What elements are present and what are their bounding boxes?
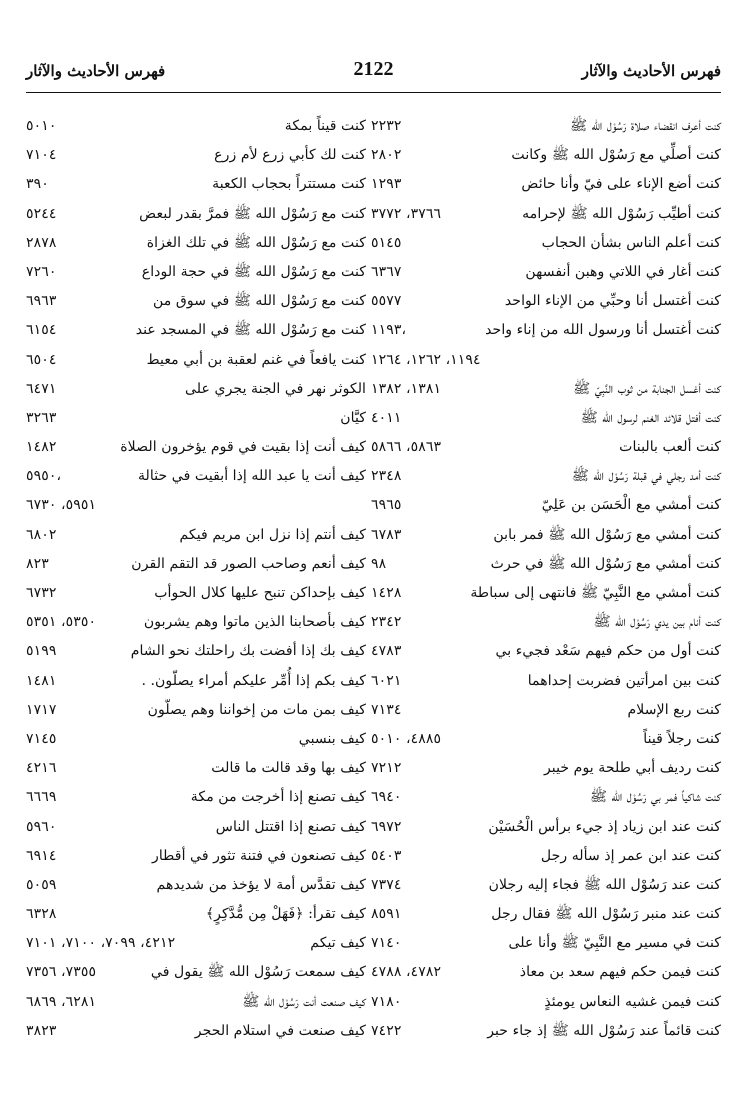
entry-reference-numbers: ٦٧٨٣	[371, 526, 402, 543]
index-entry	[371, 433, 721, 462]
index-entry	[26, 958, 366, 987]
entry-title: كنت رجلاً قيناً	[643, 730, 721, 747]
entry-reference-numbers: ٤٢١٦	[26, 760, 57, 777]
index-entry	[371, 667, 721, 696]
entry-reference-numbers: ١٤٨١	[26, 672, 57, 689]
entry-reference-numbers: ٥١٩٩	[26, 643, 57, 660]
entry-title: كنت عند ابن زياد إذ جيء برأس الْحُسَيْن	[488, 818, 721, 835]
entry-title: كنت مستتراً بحجاب الكعبة	[212, 176, 366, 193]
entry-title: كنت مع رَسُوْل الله ﷺ في المسجد عند	[135, 322, 366, 339]
index-entry	[371, 200, 721, 229]
entry-reference-numbers: ٦٣٦٧	[371, 263, 402, 280]
index-entry	[26, 521, 366, 550]
index-entry	[371, 608, 721, 637]
entry-reference-numbers: ٥٩٥١، ٦٧٣٠	[26, 497, 97, 514]
index-entry	[26, 813, 366, 842]
entry-title: كيف بإحداكن تنبح عليها كلال الحوأب	[154, 585, 366, 601]
entry-title: كنت مع رَسُوْل الله ﷺ في تلك الغزاة	[146, 234, 366, 251]
index-entry	[371, 462, 721, 491]
entry-title: كنت في مسير مع النَّبِيّ ﷺ وأنا على	[508, 935, 721, 952]
index-entry	[26, 900, 366, 929]
entry-reference-numbers: ٢٨٠٢	[371, 147, 402, 164]
entry-title: كنت أغسل الجنابة من ثوب النَّبِيّ ﷺ	[573, 380, 721, 397]
entry-reference-numbers: ٣٢٦٣	[26, 409, 57, 426]
entry-title: كيف بنسبي	[298, 730, 366, 747]
entry-title: كيف تصنعون في فتنة تثور في أقطار	[151, 847, 366, 864]
entry-reference-numbers: ٦٠٢١	[371, 672, 402, 689]
entry-title: كيف أنت يا عبد الله إذا أبقيت في حثالة	[137, 468, 366, 485]
entry-reference-numbers: ٦٩٧٢	[371, 818, 402, 835]
entry-reference-numbers: ٣٨٢٣	[26, 1022, 57, 1039]
index-entry	[26, 608, 366, 637]
entry-title: كنت أعلم الناس بشأن الحجاب	[541, 234, 721, 251]
index-entry	[26, 579, 366, 608]
entry-reference-numbers: ٧١٠٤	[26, 147, 57, 164]
index-entry	[26, 433, 366, 462]
index-entry	[371, 783, 721, 812]
entry-reference-numbers: ١٤٢٨	[371, 585, 402, 601]
entry-reference-numbers: ٦٤٧١	[26, 380, 57, 397]
entry-reference-numbers: ٦٢٨١، ٦٨٦٩	[26, 993, 97, 1010]
index-entry	[371, 491, 721, 520]
index-entry	[371, 637, 721, 666]
index-entry	[371, 287, 721, 316]
entry-reference-numbers: ٢٢٣٢	[371, 118, 402, 134]
entry-reference-numbers: ٧٤٢٢	[371, 1022, 402, 1039]
entry-reference-numbers: ٤٠١١	[371, 409, 402, 426]
entry-reference-numbers: ٨٥٩١	[371, 906, 402, 923]
index-entry	[371, 958, 721, 987]
entry-reference-numbers: ٥١٤٥	[371, 234, 402, 251]
entry-reference-numbers: ٦٣٢٨	[26, 906, 57, 923]
entry-reference-numbers: ٥٤٠٣	[371, 847, 402, 864]
index-entry	[371, 404, 721, 433]
entry-title: كنت قيناً بمكة	[284, 118, 366, 134]
entry-title: كنت بين امرأتين فضربت إحداهما	[527, 672, 721, 689]
entry-reference-numbers: ٦٧٣٢	[26, 585, 57, 601]
index-entry	[26, 170, 366, 199]
entry-reference-numbers: ١٣٨١، ١٣٨٢	[371, 380, 442, 397]
index-entry	[26, 462, 366, 491]
entry-title: كنت قائماً عند رَسُوْل الله ﷺ إذ جاء حبر	[487, 1022, 721, 1039]
entry-reference-numbers: ٥٨٦٣، ٥٨٦٦	[371, 439, 442, 456]
index-entry	[26, 491, 366, 520]
entry-title: كنت رديف أبي طلحة يوم خيبر	[543, 760, 721, 777]
entry-reference-numbers: ٢٣٤٨	[371, 468, 402, 485]
entry-title: كنت ربع الإسلام	[627, 701, 721, 718]
page-number: 2122	[353, 58, 394, 80]
entry-reference-numbers: ١٢٩٣	[371, 176, 402, 193]
entry-reference-numbers: ٥٠١٠	[26, 118, 57, 134]
index-entry	[26, 1017, 366, 1046]
entry-title: كنت مع رَسُوْل الله ﷺ في حجة الوداع	[141, 263, 366, 280]
entry-title: كنت أنام بين يدي رَسُوْل الله ﷺ	[593, 614, 721, 631]
index-entry	[26, 754, 366, 783]
index-entry	[26, 637, 366, 666]
entry-reference-numbers: ٢٨٧٨	[26, 234, 57, 251]
entry-title: كيف أنعم وصاحب الصور قد التقم القرن	[131, 555, 366, 572]
index-entry	[371, 754, 721, 783]
entry-title: كنت أمشي مع رَسُوْل الله ﷺ في حرث	[490, 555, 721, 572]
entry-reference-numbers: ٥٢٤٤	[26, 205, 57, 222]
entry-title: كنت أول من حكم فيهم سَعْد فجيء بي	[495, 643, 721, 660]
index-entry	[26, 200, 366, 229]
running-title-left: فهرس الأحاديث والآثار	[26, 62, 166, 80]
entry-reference-numbers: ٦٩٦٣	[26, 293, 57, 310]
entry-title: كيَّان	[340, 409, 366, 426]
index-entry	[26, 375, 366, 404]
index-entry	[371, 1017, 721, 1046]
entry-reference-numbers: ٢٣٤٢	[371, 614, 402, 631]
index-entry	[371, 170, 721, 199]
entry-title: كنت أغتسل أنا ورسول الله من إناء واحد	[485, 322, 721, 339]
entry-title: كنت عند منبر رَسُوْل الله ﷺ فقال رجل	[491, 906, 721, 923]
entry-title: كيف تيكم	[310, 935, 366, 952]
index-entry	[371, 112, 721, 141]
entry-reference-numbers: ٧١٤٥	[26, 730, 57, 747]
entry-title: كنت أمد رجلي في قبلة رَسُوْل الله ﷺ	[571, 468, 721, 485]
page-header	[26, 58, 721, 90]
entry-title: كيف تقدَّس أمة لا يؤخذ من شديدهم	[156, 876, 366, 893]
entry-title: كنت أفتل قلائد الغنم لرسول الله ﷺ	[580, 409, 721, 426]
entry-title: كيف أنت إذا بقيت في قوم يؤخرون الصلاة	[120, 439, 366, 456]
index-entry	[371, 579, 721, 608]
entry-title: كنت فيمن حكم فيهم سعد بن معاذ	[519, 964, 721, 981]
index-entry	[26, 725, 366, 754]
index-entry	[371, 813, 721, 842]
index-entry	[371, 258, 721, 287]
entry-reference-numbers: ٥٩٦٠	[26, 818, 57, 835]
entry-reference-numbers: ٦٩٦٥	[371, 497, 402, 514]
running-title-right: فهرس الأحاديث والآثار	[581, 62, 721, 80]
entry-reference-numbers: ٦٥٠٤	[26, 351, 57, 368]
entry-reference-numbers: ٤٧٨٣	[371, 643, 402, 660]
entry-title: كيف صنعت أنت رَسُوْل الله ﷺ	[242, 993, 366, 1010]
entry-title: كنت أغار في اللاتي وهبن أنفسهن	[525, 263, 721, 280]
entry-reference-numbers: ٦١٥٤	[26, 322, 57, 339]
entry-title: كنت أمشي مع النَّبِيّ ﷺ فانتهى إلى سباطة	[470, 585, 721, 601]
entry-title: كنت أضع الإناء على فيّ وأنا حائض	[521, 176, 721, 193]
index-entry	[371, 521, 721, 550]
entry-reference-numbers: ١٧١٧	[26, 701, 57, 718]
index-entry	[26, 929, 366, 958]
index-entry	[371, 929, 721, 958]
entry-reference-numbers: ٨٢٣	[26, 555, 49, 572]
entry-title: كيف بها وقد قالت ما قالت	[211, 760, 366, 777]
entry-reference-numbers: ١١٩٣،	[371, 322, 407, 339]
entry-title: كيف تصنع إذا اقتتل الناس	[215, 818, 366, 835]
entry-title: كيف صنعت في استلام الحجر	[194, 1022, 366, 1039]
entry-title: كيف بك إذا أفضت بك راحلتك نحو الشام	[130, 643, 366, 660]
entry-title: كنت مع رَسُوْل الله ﷺ فمرَّ بقدر لبعض	[139, 205, 366, 222]
entry-title: كنت مع رَسُوْل الله ﷺ في سوق من	[153, 293, 366, 310]
header-rule	[26, 92, 721, 93]
entry-title: كنت لك كأبي زرع لأم زرع	[214, 147, 366, 164]
index-entry	[371, 725, 721, 754]
index-entry	[26, 287, 366, 316]
entry-title: كيف تقرأ: ﴿فَهَلْ مِن مُّدَّكِرٍ﴾	[205, 906, 366, 923]
entry-reference-numbers: ٥٩٥٠،	[26, 468, 62, 485]
entry-title: كنت أطيِّب رَسُوْل الله ﷺ لإحرامه	[522, 205, 721, 222]
index-entry	[371, 988, 721, 1017]
index-entry	[371, 550, 721, 579]
entry-reference-numbers: ٧١٣٤	[371, 701, 402, 718]
entry-reference-numbers: ٦٩١٤	[26, 847, 57, 864]
index-entry	[26, 667, 366, 696]
index-entry	[26, 141, 366, 170]
index-entry	[26, 112, 366, 141]
entry-title: كيف بمن مات من إخواننا وهم يصلّون	[147, 701, 366, 718]
index-entry	[26, 346, 366, 375]
entry-title: كيف تصنع إذا أخرجت من مكة	[190, 789, 366, 806]
index-entry	[26, 783, 366, 812]
entry-reference-numbers: ٦٩٤٠	[371, 789, 402, 806]
entry-title: كنت ألعب بالبنات	[619, 439, 721, 456]
entry-reference-numbers: ٦٦٦٩	[26, 789, 57, 806]
entry-reference-numbers: ٧٢٦٠	[26, 263, 57, 280]
entry-reference-numbers: ٥٥٧٧	[371, 293, 402, 310]
entry-reference-numbers: ٤٨٨٥، ٥٠١٠	[371, 730, 442, 747]
entry-reference-numbers: ٥٠٥٩	[26, 876, 57, 893]
entry-reference-numbers: ٣٩٠	[26, 176, 49, 193]
index-entry	[371, 871, 721, 900]
entry-reference-numbers: ٩٨	[371, 555, 387, 572]
left-column	[26, 112, 366, 1072]
entry-title: كنت أمشي مع الْحَسَن بن عَلِيّ	[541, 497, 721, 514]
entry-title: كيف أنتم إذا نزل ابن مريم فيكم	[179, 526, 366, 543]
entry-reference-numbers: ٤٧٨٢، ٤٧٨٨	[371, 964, 442, 981]
entry-title: كيف سمعت رَسُوْل الله ﷺ يقول في	[150, 964, 366, 981]
entry-title: كنت عند رَسُوْل الله ﷺ فجاء إليه رجلان	[488, 876, 721, 893]
entry-title: كنت يافعاً في غنم لعقبة بن أبي معيط	[146, 351, 366, 368]
index-entry	[26, 842, 366, 871]
index-entry	[371, 316, 721, 345]
index-entry	[26, 258, 366, 287]
entry-reference-numbers: ٧٢١٢	[371, 760, 402, 777]
entry-reference-numbers: ٤٢١٢، ٧٠٩٩، ٧١٠٠، ٧١٠١	[26, 935, 176, 952]
entry-reference-numbers: ٧٣٥٥، ٧٣٥٦	[26, 964, 97, 981]
index-entry	[371, 900, 721, 929]
entry-reference-numbers: ٧١٨٠	[371, 993, 402, 1010]
index-entry	[26, 988, 366, 1017]
index-entry	[26, 550, 366, 579]
entry-title: كنت أصلِّي مع رَسُوْل الله ﷺ وكانت	[511, 147, 721, 164]
index-entry	[371, 141, 721, 170]
index-entry	[26, 229, 366, 258]
index-entry	[371, 696, 721, 725]
index-entry	[371, 375, 721, 404]
entry-reference-numbers: ١١٩٤، ١٢٦٢، ١٢٦٤	[371, 351, 481, 368]
index-entry	[26, 404, 366, 433]
entry-reference-numbers: ٦٨٠٢	[26, 526, 57, 543]
entry-title: الكوثر نهر في الجنة يجري على	[184, 380, 366, 397]
entry-title: كنت أغتسل أنا وحبِّي من الإناء الواحد	[504, 293, 721, 310]
entry-reference-numbers: ٧١٤٠	[371, 935, 402, 952]
entry-title: كنت عند ابن عمر إذ سأله رجل	[540, 847, 721, 864]
entry-title: كنت شاكياً فمر بي رَسُوْل الله ﷺ	[589, 789, 721, 806]
right-column	[371, 112, 721, 1072]
index-entry	[371, 229, 721, 258]
entry-title: كيف بأصحابنا الذين ماتوا وهم يشربون	[143, 614, 366, 631]
entry-reference-numbers: ٣٧٦٦، ٣٧٧٢	[371, 205, 442, 222]
index-entry	[26, 696, 366, 725]
entry-reference-numbers: ١٤٨٢	[26, 439, 57, 456]
entry-reference-numbers: ٥٣٥٠، ٥٣٥١	[26, 614, 97, 631]
entry-title: كيف بكم إذا أُمِّر عليكم أمراء يصلّون. .	[141, 672, 366, 689]
entry-title: كنت أمشي مع رَسُوْل الله ﷺ فمر بابن	[493, 526, 721, 543]
entry-title: كنت فيمن غشيه النعاس يومئذٍ	[544, 993, 721, 1010]
index-entry	[371, 842, 721, 871]
entry-title: كنت أعرف انقضاء صلاة رَسُوْل الله ﷺ	[569, 118, 721, 134]
entry-reference-numbers: ٧٣٧٤	[371, 876, 402, 893]
index-entry	[26, 316, 366, 345]
index-entry	[371, 346, 721, 375]
index-entry	[26, 871, 366, 900]
